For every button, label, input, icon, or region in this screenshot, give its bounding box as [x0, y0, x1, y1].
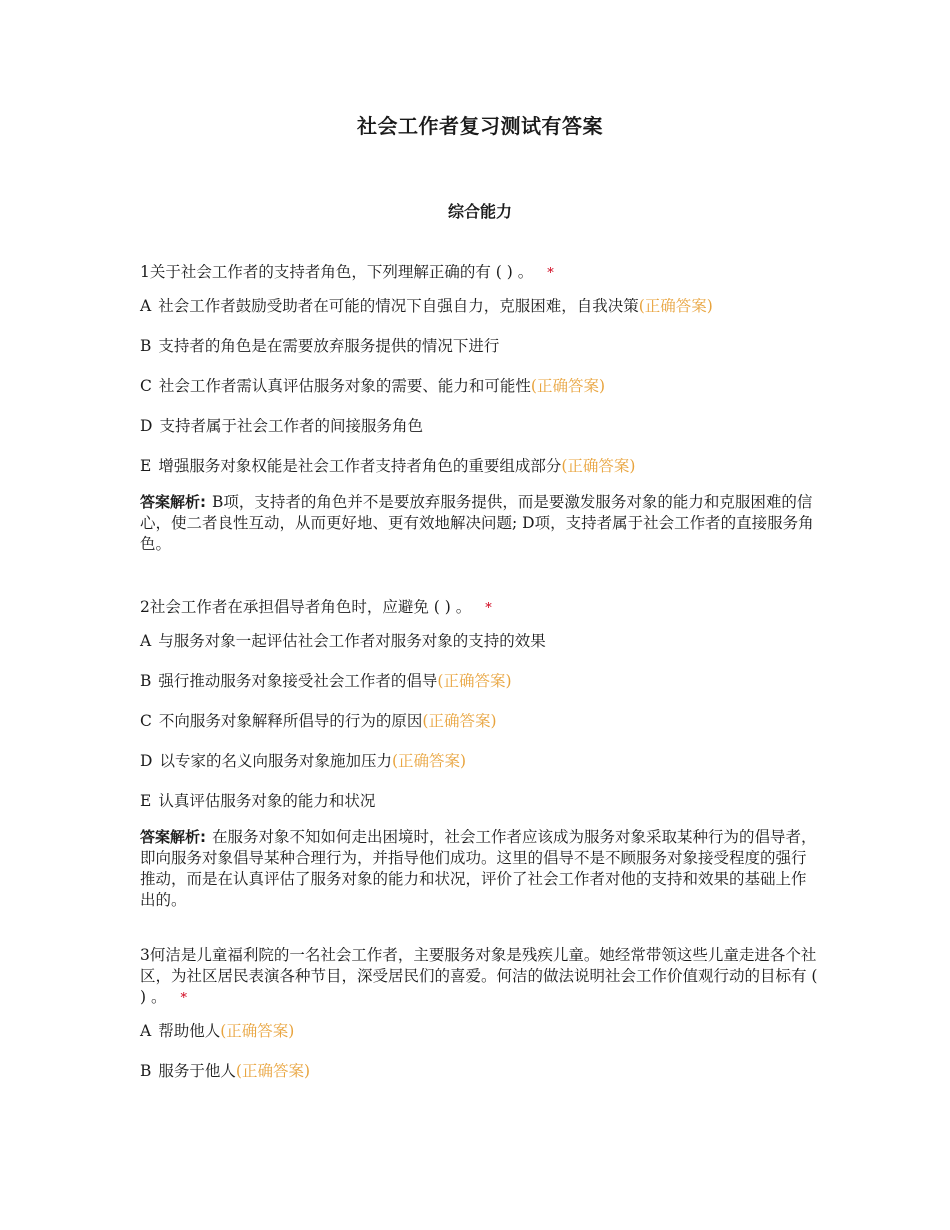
option-c: C 社会工作者需认真评估服务对象的需要、能力和可能性(正确答案)	[140, 377, 605, 395]
required-mark: *	[180, 991, 187, 1006]
analysis-label: 答案解析:	[140, 828, 206, 846]
question-2	[140, 597, 820, 911]
required-mark: *	[485, 601, 492, 616]
option-b: B 支持者的角色是在需要放弃服务提供的情况下进行	[140, 337, 500, 355]
section-title: 综合能力	[447, 202, 512, 221]
option-b: B 强行推动服务对象接受社会工作者的倡导(正确答案)	[140, 672, 512, 690]
option-d: D 以专家的名义向服务对象施加压力(正确答案)	[140, 752, 467, 770]
option-e: E 认真评估服务对象的能力和状况	[140, 792, 376, 810]
correct-answer-tag: (正确答案)	[391, 752, 467, 770]
correct-answer-tag: (正确答案)	[437, 672, 512, 690]
correct-answer-tag: (正确答案)	[561, 457, 636, 475]
option-a: A 社会工作者鼓励受助者在可能的情况下自强自力，克服困难，自我决策(正确答案)	[140, 297, 713, 315]
correct-answer-tag: (正确答案)	[530, 377, 605, 395]
correct-answer-tag: (正确答案)	[220, 1022, 295, 1040]
option-a: A 与服务对象一起评估社会工作者对服务对象的支持的效果	[140, 632, 546, 650]
question-1	[140, 262, 820, 555]
question-stem: 2社会工作者在承担倡导者角色时，应避免 ( ) 。 *	[140, 598, 492, 616]
document-title: 社会工作者复习测试有答案	[357, 114, 603, 138]
option-a: A 帮助他人(正确答案)	[140, 1022, 295, 1040]
required-mark: *	[547, 266, 554, 281]
option-c: C 不向服务对象解释所倡导的行为的原因(正确答案)	[140, 712, 497, 730]
option-d: D 支持者属于社会工作者的间接服务角色	[140, 417, 423, 435]
answer-analysis: 答案解析: 在服务对象不知如何走出困境时，社会工作者应该成为服务对象采取某种行为的倡导者，即向服务对象倡导某种合理行为，并指导他们成功。这里的倡导不是不顾服务对象接受程度的强行推动，而是在认真评估了服务对象的能力和状况，评价了社会工作者对他的支持和效果的基础上作出的。	[140, 828, 817, 909]
question-stem: 1关于社会工作者的支持者角色，下列理解正确的有 ( ) 。 *	[140, 263, 554, 281]
option-b: B 服务于他人(正确答案)	[140, 1062, 311, 1080]
correct-answer-tag: (正确答案)	[235, 1062, 311, 1080]
analysis-label: 答案解析:	[140, 493, 206, 511]
question-3	[140, 945, 820, 1101]
correct-answer-tag: (正确答案)	[638, 297, 713, 315]
answer-analysis: 答案解析: B项，支持者的角色并不是要放弃服务提供，而是要激发服务对象的能力和克服困难的信心，使二者良性互动，从而更好地、更有效地解决问题; D项，支持者属于社会工作者的直接服务角色。	[140, 493, 814, 553]
correct-answer-tag: (正确答案)	[422, 712, 497, 730]
option-e: E 增强服务对象权能是社会工作者支持者角色的重要组成部分(正确答案)	[140, 457, 636, 475]
question-stem: 3何洁是儿童福利院的一名社会工作者，主要服务对象是残疾儿童。她经常带领这些儿童走进各个社区，为社区居民表演各种节目，深受居民们的喜爱。何洁的做法说明社会工作价值观行动的目标有 ( ) 。 *	[140, 946, 818, 1006]
